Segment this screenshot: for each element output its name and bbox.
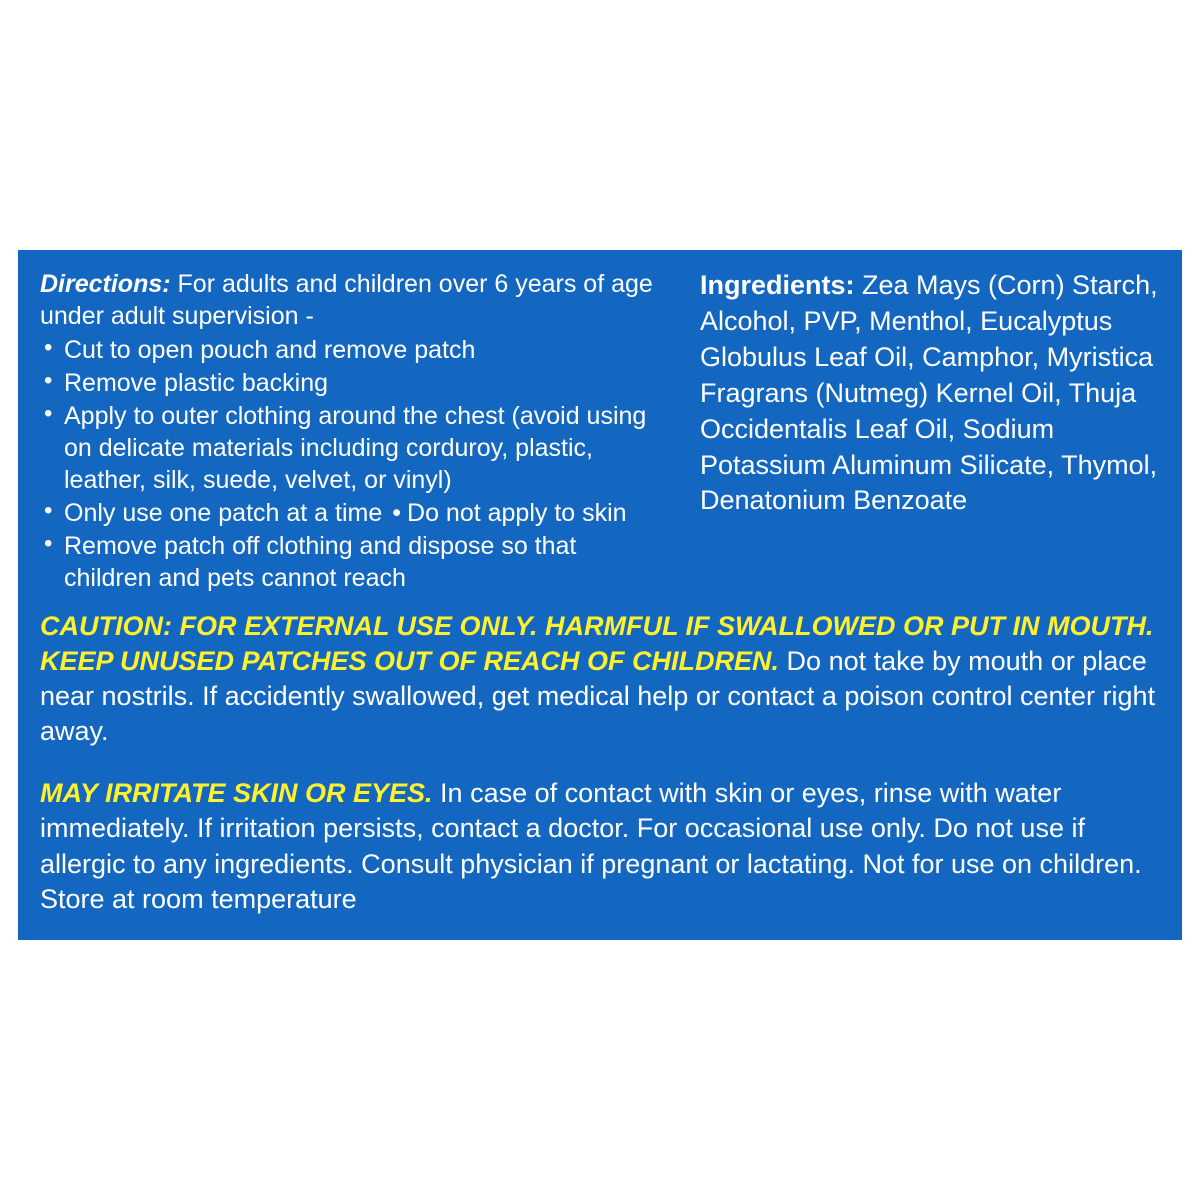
caution-body: Do not take by mouth or place near nostrils. If accidently swallowed, get medical help or contact a poison control center right away. (40, 646, 1156, 747)
directions-bullet-list (40, 334, 660, 594)
list-item: • Apply to outer clothing around the chest (avoid using on delicate materials including corduroy, plastic, leather, silk, suede, velvet, or vinyl) (40, 400, 660, 496)
caution-heading: CAUTION: FOR EXTERNAL USE ONLY. HARMFUL IF SWALLOWED OR PUT IN MOUTH. KEEP UNUSED PATCHES OUT OF REACH OF CHILDREN. (40, 611, 1154, 677)
list-item: • Remove plastic backing (40, 367, 660, 399)
directions-heading: Directions: (40, 270, 171, 298)
ingredients-paragraph (700, 268, 1160, 519)
directions-intro (40, 268, 660, 332)
irritation-heading: MAY IRRITATE SKIN OR EYES. (40, 778, 433, 809)
list-item-pair-second: • Do not apply to skin (382, 499, 626, 527)
list-item-pair (40, 497, 660, 529)
product-label-panel (18, 250, 1182, 940)
ingredients-section (680, 268, 1160, 519)
irritation-paragraph (40, 776, 1160, 916)
directions-section (40, 268, 660, 595)
list-item-pair-first: Only use one patch at a time (64, 499, 383, 527)
irritation-body: In case of contact with skin or eyes, rinse with water immediately. If irritation persists, contact a doctor. For occasional use only. Do not use if allergic to any ingredients. Consult physician if pregnant or lactating. Not for use on children. Store at room temperature (40, 778, 1142, 914)
label-columns (40, 268, 1160, 595)
directions-intro-text: For adults and children over 6 years of age under adult supervision - (40, 270, 653, 330)
list-item: • Remove patch off clothing and dispose so that children and pets cannot reach (40, 530, 660, 594)
caution-paragraph (40, 609, 1160, 749)
list-item: • Cut to open pouch and remove patch (40, 334, 660, 366)
ingredients-heading: Ingredients: (700, 270, 855, 300)
ingredients-text: Zea Mays (Corn) Starch, Alcohol, PVP, Menthol, Eucalyptus Globulus Leaf Oil, Camphor, Myristica Fragrans (Nutmeg) Kernel Oil, Thuja Occidentalis Leaf Oil, Sodium Potassium Aluminum Silicate, Thymol, Denatonium Benzoate (700, 270, 1158, 516)
